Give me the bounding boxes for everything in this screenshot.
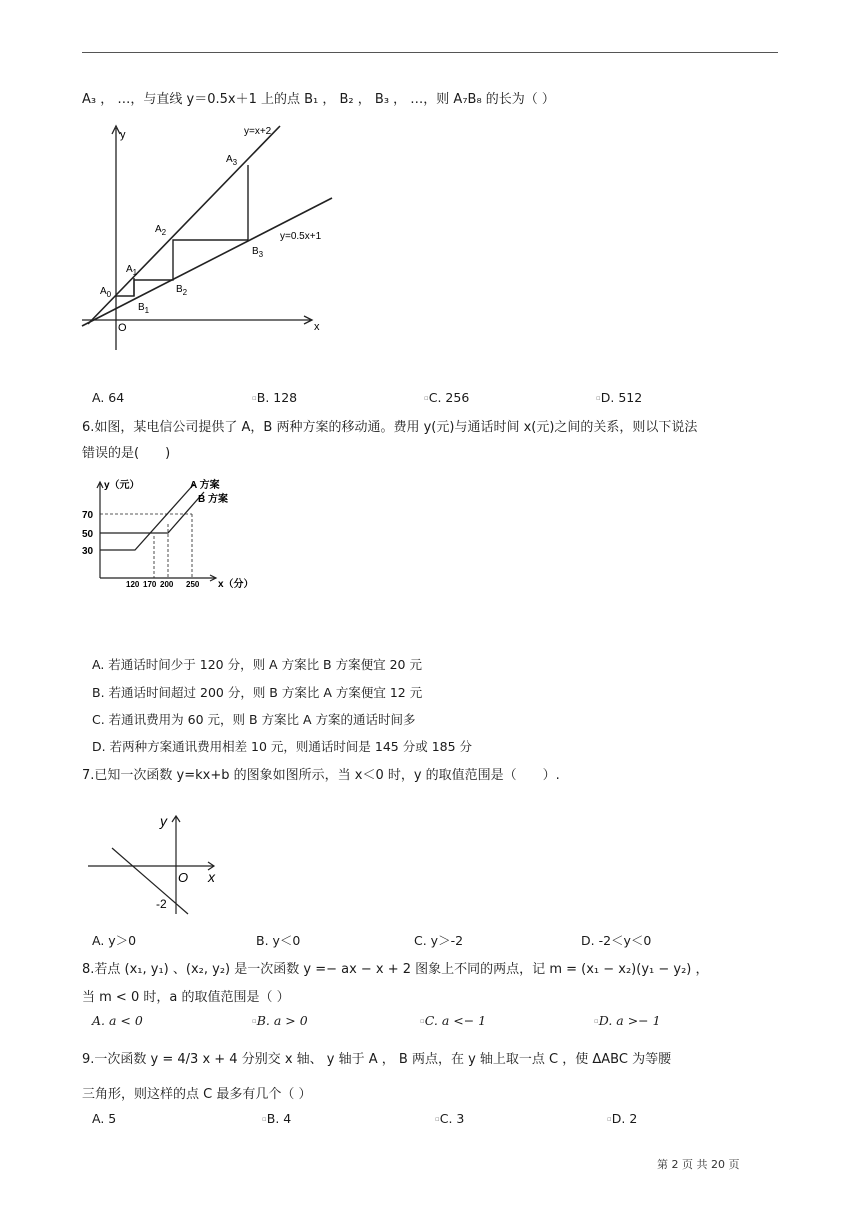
q8-option-d[interactable]: ▫D. a >− 1 xyxy=(594,1013,661,1028)
q6-x-label: x（分） xyxy=(218,579,254,590)
q6-option-d[interactable]: D. 若两种方案通讯费用相差 10 元，则通话时间是 145 分或 185 分 xyxy=(92,739,473,754)
q5-text: A₃ ， …，与直线 y＝0.5x＋1 上的点 B₁ ， B₂ ， B₃ ， …，则 A₇B₈ 的长为（ ） xyxy=(82,92,555,107)
q5-line-y05x1 xyxy=(82,198,332,326)
q6-figure xyxy=(80,474,270,594)
q6-text-line1: 6.如图，某电信公司提供了 A，B 两种方案的移动通。费用 y(元)与通话时间 x(元)之间的关系，则以下说法 xyxy=(82,420,698,435)
q7-option-b[interactable]: B. y＜0 xyxy=(256,933,301,948)
q6-text-line2: 错误的是( ) xyxy=(82,446,171,461)
q8-option-c[interactable]: ▫C. a <− 1 xyxy=(420,1013,487,1028)
q7-option-c[interactable]: C. y＞-2 xyxy=(414,933,464,948)
q5-point-a0: $A_0$ xyxy=(100,286,112,299)
q7-axis-y-label: y xyxy=(160,813,167,829)
q5-point-b1: $B_1$ xyxy=(138,302,150,315)
q6-x-tick-250: 250 xyxy=(186,580,200,589)
q6-y-label: y（元） xyxy=(104,480,140,491)
q5-point-a2: $A_2$ xyxy=(155,224,167,237)
q6-plan-b-line xyxy=(100,492,204,533)
q6-a-label: A 方案 xyxy=(190,480,220,491)
q6-option-a[interactable]: A. 若通话时间少于 120 分，则 A 方案比 B 方案便宜 20 元 xyxy=(92,657,422,672)
q8-option-b[interactable]: ▫B. a > 0 xyxy=(252,1013,308,1028)
q7-intercept-label: -2 xyxy=(156,897,167,911)
q5-axis-y-label: y xyxy=(120,129,126,141)
page-footer: 第 2 页 共 20 页 xyxy=(657,1158,740,1171)
q7-option-a[interactable]: A. y＞0 xyxy=(92,933,137,948)
q7-figure xyxy=(84,810,224,920)
q6-y-tick-70: 70 xyxy=(82,510,94,521)
q9-option-c[interactable]: ▫C. 3 xyxy=(435,1111,465,1126)
q7-text: 7.已知一次函数 y=kx+b 的图象如图所示，当 x＜0 时，y 的取值范围是（ ）. xyxy=(82,768,560,783)
q5-option-a[interactable]: A. 64 xyxy=(92,390,125,405)
q6-x-tick-170: 170 xyxy=(143,580,157,589)
q6-x-tick-120: 120 xyxy=(126,580,140,589)
q7-option-d[interactable]: D. -2＜y＜0 xyxy=(581,933,652,948)
q7-axis-x-label: x xyxy=(208,869,215,885)
q8-text-line2: 当 m < 0 时，a 的取值范围是（ ） xyxy=(82,990,290,1005)
q9-option-d[interactable]: ▫D. 2 xyxy=(607,1111,638,1126)
q8-option-a[interactable]: A. a < 0 xyxy=(92,1013,143,1028)
q9-option-a[interactable]: A. 5 xyxy=(92,1111,117,1126)
q9-option-b[interactable]: ▫B. 4 xyxy=(262,1111,292,1126)
q6-plan-a-line xyxy=(100,484,194,550)
q6-b-label: B 方案 xyxy=(198,494,228,505)
q8-text-line1: 8.若点 (x₁, y₁) 、(x₂, y₂) 是一次函数 y =− ax − x + 2 图象上不同的两点，记 m = (x₁ − x₂)(y₁ − y₂) ， xyxy=(82,962,709,977)
q5-line2-label: y=0.5x+1 xyxy=(280,231,322,242)
q5-option-d[interactable]: ▫D. 512 xyxy=(596,390,643,405)
q5-figure xyxy=(80,118,340,358)
q5-origin-label: O xyxy=(118,322,127,334)
q5-line1-label: y=x+2 xyxy=(244,126,272,137)
q6-y-tick-50: 50 xyxy=(82,529,94,540)
q5-point-a1: $A_1$ xyxy=(126,264,138,277)
q5-point-b3: $B_3$ xyxy=(252,246,264,259)
q7-line xyxy=(112,848,188,914)
q5-option-c[interactable]: ▫C. 256 xyxy=(424,390,470,405)
q5-point-b2: $B_2$ xyxy=(176,284,188,297)
q5-point-a3: $A_3$ xyxy=(226,154,238,167)
q9-text-line1: 9.一次函数 y = 4/3 x + 4 分别交 x 轴、 y 轴于 A ， B 两点，在 y 轴上取一点 C ，使 ΔABC 为等腰 xyxy=(82,1052,672,1067)
q6-option-c[interactable]: C. 若通讯费用为 60 元，则 B 方案比 A 方案的通话时间多 xyxy=(92,712,416,727)
q7-origin-label: O xyxy=(178,870,189,885)
header-rule xyxy=(82,52,778,53)
q9-text-line2: 三角形，则这样的点 C 最多有几个（ ） xyxy=(82,1087,312,1102)
q6-y-tick-30: 30 xyxy=(82,546,94,557)
q6-x-tick-200: 200 xyxy=(160,580,174,589)
q5-axis-x-label: x xyxy=(314,321,320,333)
q6-option-b[interactable]: B. 若通话时间超过 200 分，则 B 方案比 A 方案便宜 12 元 xyxy=(92,685,423,700)
q5-option-b[interactable]: ▫B. 128 xyxy=(252,390,298,405)
